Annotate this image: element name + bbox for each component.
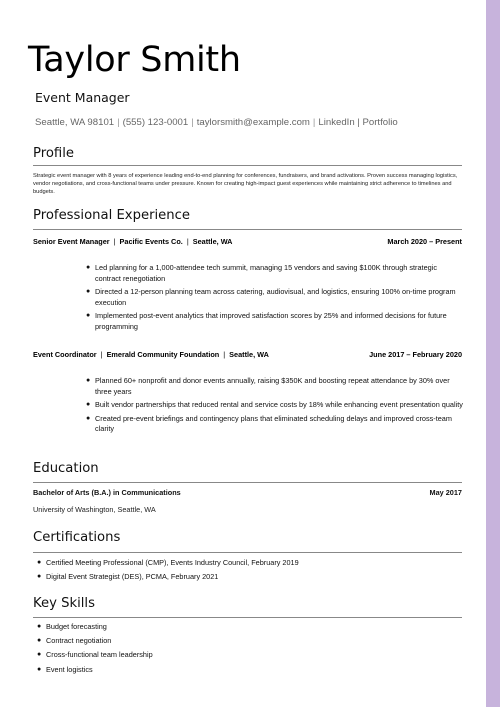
bullet-dot: ●: [37, 651, 42, 659]
profile-heading: Profile: [33, 146, 75, 161]
profile-divider: [33, 165, 462, 166]
job-bullet: [86, 400, 463, 411]
education-date: May 2017: [429, 488, 462, 497]
contact-line: [35, 117, 398, 128]
certification-item: [37, 558, 446, 569]
contact-location: Seattle, WA 98101: [35, 117, 115, 128]
certifications-divider: [33, 552, 462, 553]
bullet-dot: ●: [37, 623, 42, 630]
certifications-heading: Certifications: [33, 530, 121, 545]
job-separator: |: [223, 350, 226, 359]
job-bullet: [86, 287, 463, 308]
contact-links[interactable]: LinkedIn | Portfolio: [318, 117, 398, 128]
education-divider: [33, 482, 462, 483]
experience-divider: [33, 229, 462, 230]
education-degree: Bachelor of Arts (B.A.) in Communications: [33, 488, 181, 497]
skill-text: Budget forecasting: [46, 622, 107, 631]
contact-separator: |: [117, 117, 120, 128]
bullet-dot: ●: [86, 264, 91, 271]
profile-summary: Strategic event manager with 8 years of experience leading end-to-end planning for conferences, fundraisers, and brand activations. Proven success managing logistics, vendor negotiations, and cross-functional teams under pressure. Known for creating high-impact guest experiences while maintaining strict adherence to timelines and budgets.: [33, 173, 458, 195]
job-separator: |: [186, 237, 189, 246]
certification-text: Certified Meeting Professional (CMP), Events Industry Council, February 2019: [46, 558, 299, 567]
certifications-list: [37, 558, 446, 586]
skill-item: [37, 636, 446, 647]
experience-heading: Professional Experience: [33, 208, 190, 223]
accent-side-bar: [486, 0, 500, 707]
job-location: Seattle, WA: [229, 350, 269, 359]
job-bullet-list: [86, 263, 463, 335]
skills-list: [37, 622, 446, 679]
job-bullet-text: Led planning for a 1,000-attendee tech summit, managing 15 vendors and saving $100K through strategic contract renegotiation: [95, 263, 437, 283]
certification-text: Digital Event Strategist (DES), PCMA, February 2021: [46, 572, 219, 582]
job-bullet-text: Built vendor partnerships that reduced rental and service costs by 18% while enhancing event presentation quality: [95, 400, 463, 409]
skill-item: [37, 650, 446, 661]
job-company: Emerald Community Foundation: [106, 350, 220, 359]
job-location: Seattle, WA: [192, 237, 233, 246]
job-bullet-text: Implemented post-event analytics that improved satisfaction scores by 25% and informed decisions for future programming: [95, 311, 447, 331]
bullet-dot: ●: [86, 312, 91, 319]
education-school: University of Washington, Seattle, WA: [33, 505, 156, 514]
bullet-dot: ●: [37, 559, 42, 566]
skill-item: [37, 622, 446, 633]
certification-item: [37, 572, 446, 583]
job-header: [33, 237, 462, 246]
skill-text: Event logistics: [46, 664, 93, 674]
contact-separator: |: [312, 117, 316, 128]
bullet-dot: ●: [37, 637, 42, 645]
bullet-dot: ●: [86, 288, 91, 295]
candidate-headline: Event Manager: [35, 90, 130, 105]
contact-phone: (555) 123-0001: [122, 117, 189, 128]
job-bullet: [86, 376, 463, 397]
bullet-dot: ●: [86, 377, 91, 384]
skills-heading: Key Skills: [33, 596, 95, 611]
job-separator: |: [100, 350, 103, 359]
job-role: Event Coordinator: [33, 350, 97, 359]
bullet-dot: ●: [86, 414, 91, 422]
job-dates: March 2020 – Present: [387, 237, 462, 246]
bullet-dot: ●: [86, 401, 91, 408]
job-dates: June 2017 – February 2020: [369, 350, 462, 359]
education-heading: Education: [33, 461, 99, 476]
job-bullet-text: Directed a 12-person planning team across catering, audiovisual, and logistics, ensuring 100% on-time program execution: [95, 287, 456, 307]
contact-separator: |: [191, 117, 194, 128]
job-role: Senior Event Manager: [33, 237, 110, 246]
skill-text: Contract negotiation: [46, 636, 112, 646]
job-bullet-text: Planned 60+ nonprofit and donor events annually, raising $350K and boosting repeat attendance by 30% over three years: [95, 376, 450, 396]
job-company: Pacific Events Co.: [119, 237, 183, 246]
skill-item: [37, 664, 446, 676]
skill-text: Cross-functional team leadership: [46, 650, 153, 660]
job-bullet: [86, 311, 463, 332]
job-bullet: [86, 263, 463, 284]
bullet-dot: ●: [37, 573, 42, 581]
job-bullet-text: Created pre-event briefings and contingency plans that eliminated scheduling delays and improved cross-team clarity: [95, 413, 452, 433]
bullet-dot: ●: [37, 665, 42, 673]
job-separator: |: [113, 237, 116, 246]
job-bullet-list: [86, 376, 463, 438]
education-degree-line: [33, 488, 462, 497]
job-bullet: [86, 413, 463, 435]
job-header: [33, 350, 462, 359]
skills-divider: [33, 617, 462, 618]
contact-email[interactable]: taylorsmith@example.com: [196, 117, 310, 128]
candidate-name: Taylor Smith: [28, 40, 241, 80]
